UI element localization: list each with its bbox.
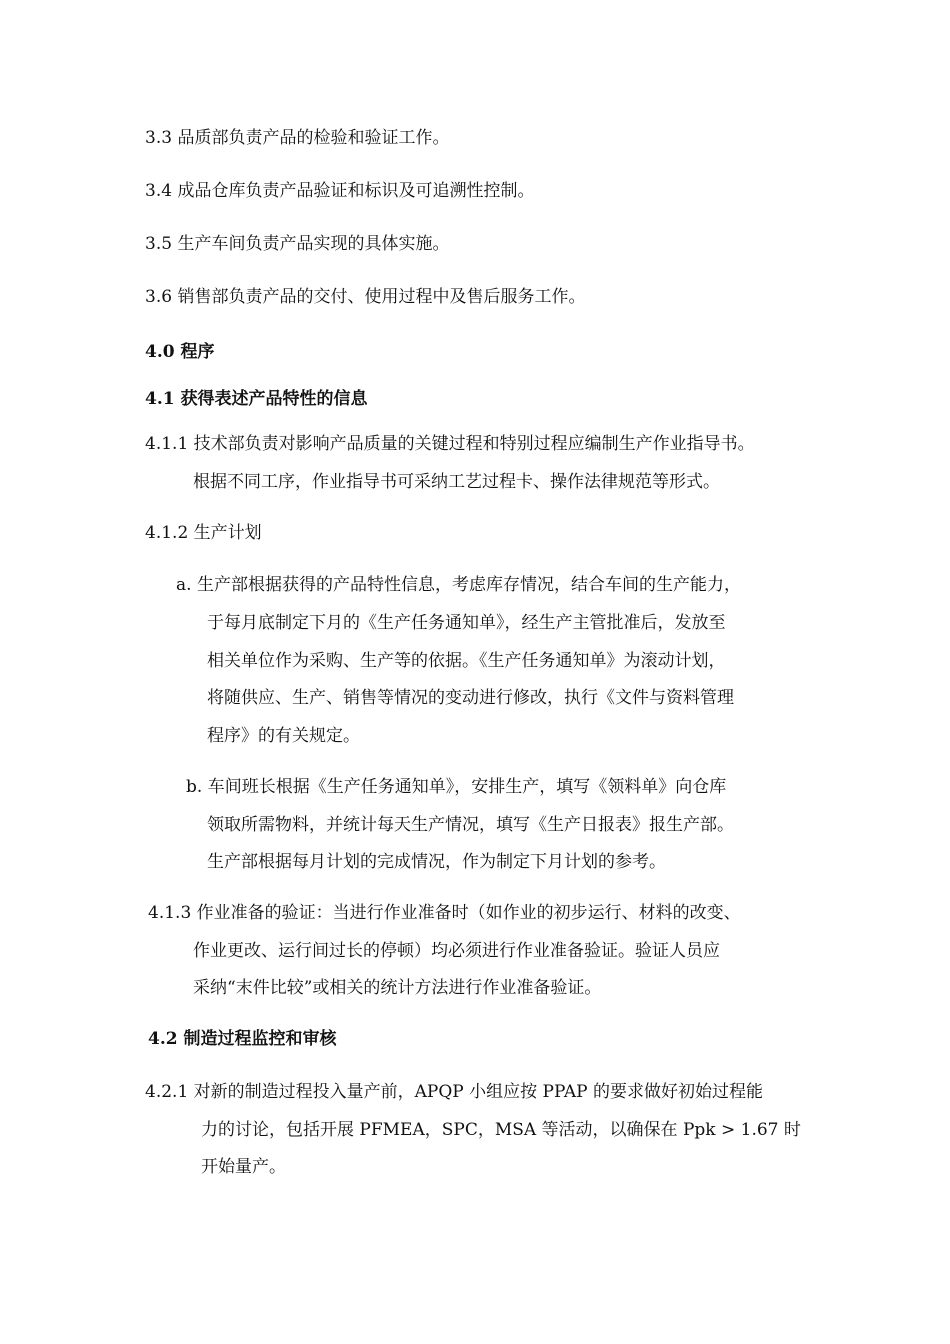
item-4-1-3-line-3: 采纳“末件比较”或相关的统计方法进行作业准备验证。 [193, 978, 602, 998]
item-3-6: 3.6 销售部负责产品的交付、使用过程中及售后服务工作。 [145, 287, 586, 307]
item-a-line-1: a. 生产部根据获得的产品特性信息，考虑库存情况，结合车间的生产能力， [176, 575, 741, 595]
item-4-1-1-line-2: 根据不同工序，作业指导书可采纳工艺过程卡、操作法律规范等形式。 [193, 472, 720, 492]
item-4-1-3-line-1: 4.1.3 作业准备的验证：当进行作业准备时（如作业的初步运行、材料的改变、 [148, 903, 741, 923]
item-4-1-3-line-2: 作业更改、运行间过长的停顿）均必须进行作业准备验证。验证人员应 [193, 941, 720, 961]
item-4-1-2: 4.1.2 生产计划 [145, 523, 262, 543]
item-3-3: 3.3 品质部负责产品的检验和验证工作。 [145, 128, 450, 148]
item-a-line-2: 于每月底制定下月的《生产任务通知单》，经生产主管批准后，发放至 [207, 613, 726, 633]
item-4-1-1-line-1: 4.1.1 技术部负责对影响产品质量的关键过程和特别过程应编制生产作业指导书。 [145, 434, 755, 454]
item-3-4: 3.4 成品仓库负责产品验证和标识及可追溯性控制。 [145, 181, 535, 201]
item-4-2-1-line-3: 开始量产。 [201, 1157, 286, 1177]
item-4-2-1-line-1: 4.2.1 对新的制造过程投入量产前，APQP 小组应按 PPAP 的要求做好初始过程能 [145, 1082, 763, 1102]
item-4-2-1-line-2: 力的讨论，包括开展 PFMEA，SPC，MSA 等活动，以确保在 Ppk > 1.67 时 [201, 1120, 801, 1140]
section-heading-4-2: 4.2 制造过程监控和审核 [148, 1029, 337, 1049]
item-a-line-5: 程序》的有关规定。 [207, 726, 360, 746]
item-a-line-3: 相关单位作为采购、生产等的依据。《生产任务通知单》为滚动计划， [207, 651, 726, 671]
section-heading-4-0: 4.0 程序 [145, 342, 215, 362]
item-3-5: 3.5 生产车间负责产品实现的具体实施。 [145, 234, 450, 254]
section-heading-4-1: 4.1 获得表述产品特性的信息 [145, 389, 368, 409]
item-b-line-1: b. 车间班长根据《生产任务通知单》，安排生产，填写《领料单》向仓库 [186, 777, 727, 797]
item-b-line-2: 领取所需物料，并统计每天生产情况，填写《生产日报表》报生产部。 [207, 815, 734, 835]
item-a-line-4: 将随供应、生产、销售等情况的变动进行修改，执行《文件与资料管理 [207, 688, 734, 708]
item-b-line-3: 生产部根据每月计划的完成情况，作为制定下月计划的参考。 [207, 852, 666, 872]
